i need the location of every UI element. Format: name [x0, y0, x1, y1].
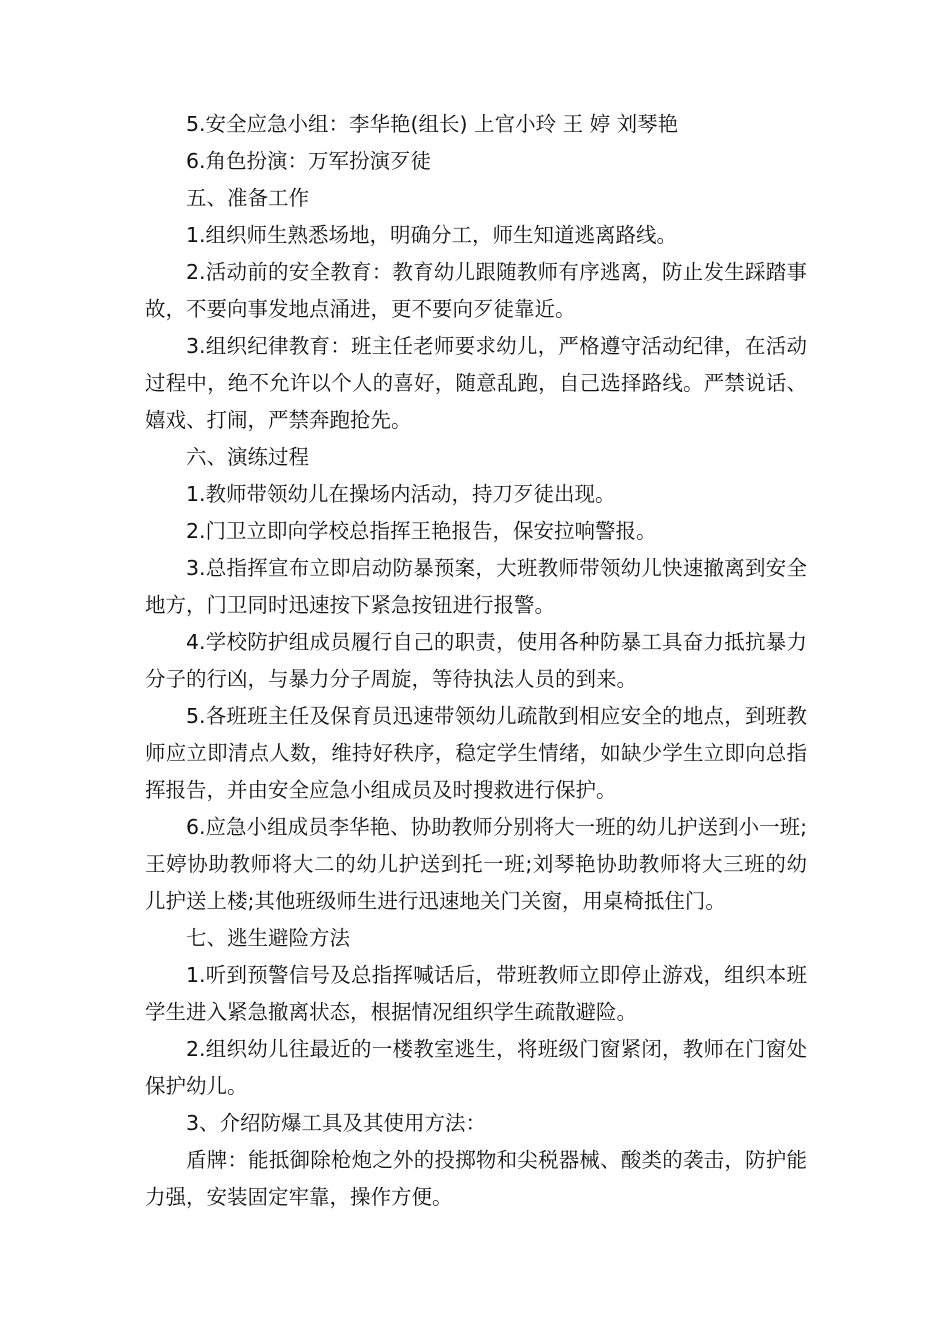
paragraph: 3.总指挥宣布立即启动防暴预案，大班教师带领幼儿快速撤离到安全地方，门卫同时迅速按下紧急按钮进行报警。 — [145, 556, 807, 617]
paragraph: 盾牌：能抵御除枪炮之外的投掷物和尖税器械、酸类的袭击，防护能力强，安装固定牢靠，操作方便。 — [145, 1148, 807, 1209]
paragraph: 6.角色扮演：万军扮演歹徒 — [186, 149, 432, 173]
paragraph: 3.组织纪律教育：班主任老师要求幼儿，严格遵守活动纪律，在活动过程中，绝不允许以个人的喜好，随意乱跑，自己选择路线。严禁说话、嬉戏、打闹，严禁奔跑抢先。 — [145, 334, 807, 432]
section-heading: 六、演练过程 — [186, 445, 309, 469]
section-heading: 五、准备工作 — [186, 186, 309, 210]
section-heading: 七、逃生避险方法 — [186, 926, 350, 950]
paragraph: 2.组织幼儿往最近的一楼教室逃生，将班级门窗紧闭，教师在门窗处保护幼儿。 — [145, 1037, 807, 1098]
paragraph: 5.各班班主任及保育员迅速带领幼儿疏散到相应安全的地点，到班教师应立即清点人数，维持好秩序，稳定学生情绪，如缺少学生立即向总指挥报告，并由安全应急小组成员及时搜救进行保护。 — [145, 704, 807, 802]
paragraph: 6.应急小组成员李华艳、协助教师分别将大一班的幼儿护送到小一班;王婷协助教师将大二的幼儿护送到托一班;刘琴艳协助教师将大三班的幼儿护送上楼;其他班级师生进行迅速地关门关窗，用桌椅抵住门。 — [145, 815, 807, 913]
paragraph: 2.活动前的安全教育：教育幼儿跟随教师有序逃离，防止发生踩踏事故，不要向事发地点涌进，更不要向歹徒靠近。 — [145, 260, 807, 321]
paragraph: 3、介绍防爆工具及其使用方法： — [186, 1111, 487, 1135]
paragraph: 2.门卫立即向学校总指挥王艳报告，保安拉响警报。 — [186, 519, 657, 543]
paragraph: 4.学校防护组成员履行自己的职责，使用各种防暴工具奋力抵抗暴力分子的行凶，与暴力分子周旋，等待执法人员的到来。 — [145, 630, 807, 691]
paragraph: 1.教师带领幼儿在操场内活动，持刀歹徒出现。 — [186, 482, 616, 506]
paragraph: 5.安全应急小组：李华艳(组长) 上官小玲 王 婷 刘琴艳 — [186, 112, 679, 136]
paragraph: 1.听到预警信号及总指挥喊话后，带班教师立即停止游戏，组织本班学生进入紧急撤离状态，根据情况组织学生疏散避险。 — [145, 963, 807, 1024]
document-body — [145, 106, 807, 1216]
paragraph: 1.组织师生熟悉场地，明确分工，师生知道逃离路线。 — [186, 223, 678, 247]
